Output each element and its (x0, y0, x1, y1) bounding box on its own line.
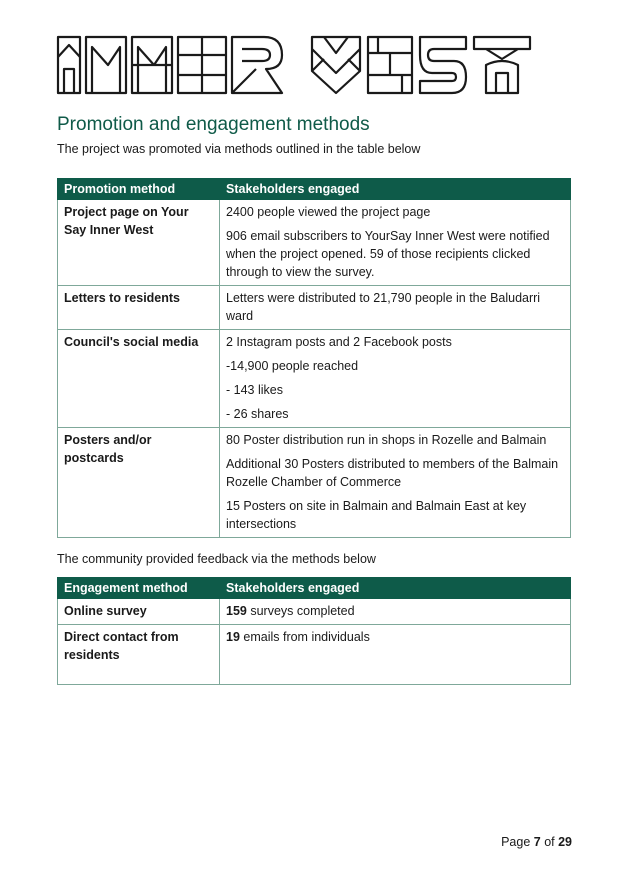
method-cell: Posters and/or postcards (58, 428, 220, 538)
column-header: Stakeholders engaged (220, 578, 571, 599)
table-header-row (58, 578, 571, 599)
table-row (58, 599, 571, 625)
method-cell: Online survey (58, 599, 220, 625)
detail-text: 15 Posters on site in Balmain and Balmain East at key intersections (226, 499, 527, 531)
detail-text: surveys completed (246, 604, 355, 618)
table-row (58, 200, 571, 286)
method-cell: Direct contact from residents (58, 625, 220, 685)
page-prefix: Page (501, 835, 534, 849)
feedback-intro-text: The community provided feedback via the methods below (57, 552, 376, 566)
details-cell (220, 625, 571, 685)
table-row (58, 428, 571, 538)
table-row (58, 330, 571, 428)
page-number (501, 835, 572, 849)
method-cell: Council's social media (58, 330, 220, 428)
detail-text: Additional 30 Posters distributed to members of the Balmain Rozelle Chamber of Commerce (226, 457, 559, 489)
detail-text: - 26 shares (226, 407, 289, 421)
table-row (58, 286, 571, 330)
count-value: 159 (226, 604, 247, 618)
detail-text: 80 Poster distribution run in shops in Rozelle and Balmain (226, 433, 547, 447)
column-header: Engagement method (58, 578, 220, 599)
details-cell (220, 200, 571, 286)
details-cell (220, 428, 571, 538)
page-title: Promotion and engagement methods (57, 114, 370, 135)
detail-text: emails from individuals (239, 630, 370, 644)
details-cell (220, 330, 571, 428)
column-header: Stakeholders engaged (220, 179, 571, 200)
table-header-row (58, 179, 571, 200)
total-pages: 29 (558, 835, 572, 849)
page-of: of (540, 835, 559, 849)
detail-text: -14,900 people reached (226, 359, 359, 373)
details-cell (220, 599, 571, 625)
details-cell (220, 286, 571, 330)
detail-text: Letters were distributed to 21,790 people in the Baludarri ward (226, 291, 541, 323)
column-header: Promotion method (58, 179, 220, 200)
table-row (58, 625, 571, 685)
method-cell: Letters to residents (58, 286, 220, 330)
engagement-table (57, 577, 571, 685)
detail-text: 2 Instagram posts and 2 Facebook posts (226, 335, 452, 349)
intro-text: The project was promoted via methods outlined in the table below (57, 142, 421, 156)
count-value: 19 (226, 630, 240, 644)
detail-text: 2400 people viewed the project page (226, 205, 431, 219)
current-page: 7 (533, 835, 541, 849)
detail-text: 906 email subscribers to YourSay Inner West were notified when the project opened. 59 of those recipients clicked through to view the survey. (226, 229, 550, 279)
detail-text: - 143 likes (226, 383, 283, 397)
promotion-table (57, 178, 571, 538)
method-cell: Project page on Your Say Inner West (58, 200, 220, 286)
inner-west-logo (56, 35, 534, 95)
